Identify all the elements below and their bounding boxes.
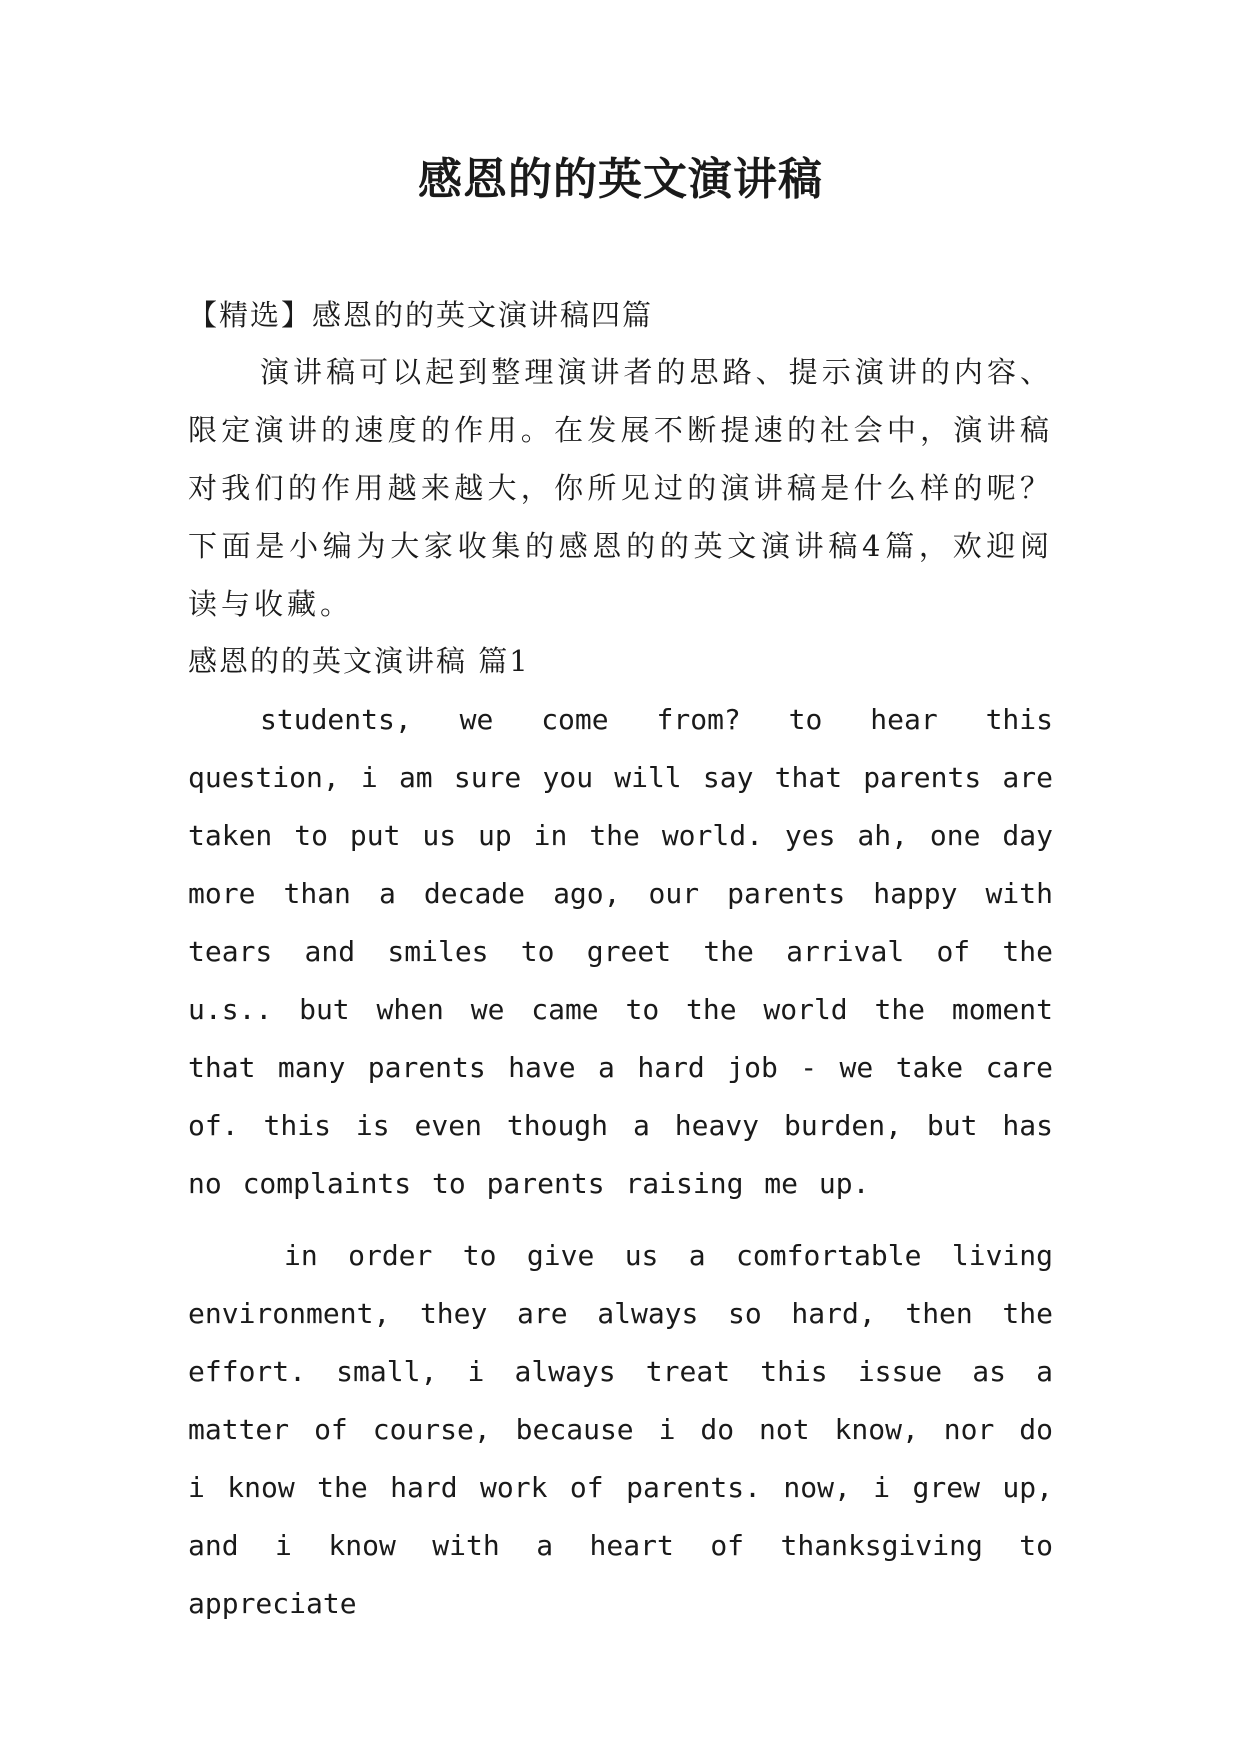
speech-paragraph-2: in order to give us a comfortable living environment, they are always so hard, then the effort. small, i always treat this issue as a matter of course, because i do not know, nor do i know the hard work of parents. now, i grew up, and i know with a heart of thanksgiving to appreciate xyxy=(188,1239,1053,1620)
document-subtitle: 【精选】感恩的的英文演讲稿四篇 xyxy=(188,298,654,332)
document-title: 感恩的的英文演讲稿 xyxy=(418,154,823,205)
section-heading: 感恩的的英文演讲稿 篇1 xyxy=(188,644,530,678)
speech-paragraph-1: students, we come from? to hear this question, i am sure you will say that parents are taken to put us up in the world. yes ah, one day more than a decade ago, our parents happy with tears and smiles to greet the arrival of the u.s.. but when we came to the world the moment that many parents have a hard job - we take care of. this is even though a heavy burden, but has no complaints to parents raising me up. xyxy=(188,703,1053,1200)
intro-paragraph: 演讲稿可以起到整理演讲者的思路、提示演讲的内容、限定演讲的速度的作用。在发展不断提速的社会中，演讲稿对我们的作用越来越大，你所见过的演讲稿是什么样的呢？下面是小编为大家收集的感恩的的英文演讲稿4篇，欢迎阅读与收藏。 xyxy=(188,355,1053,621)
